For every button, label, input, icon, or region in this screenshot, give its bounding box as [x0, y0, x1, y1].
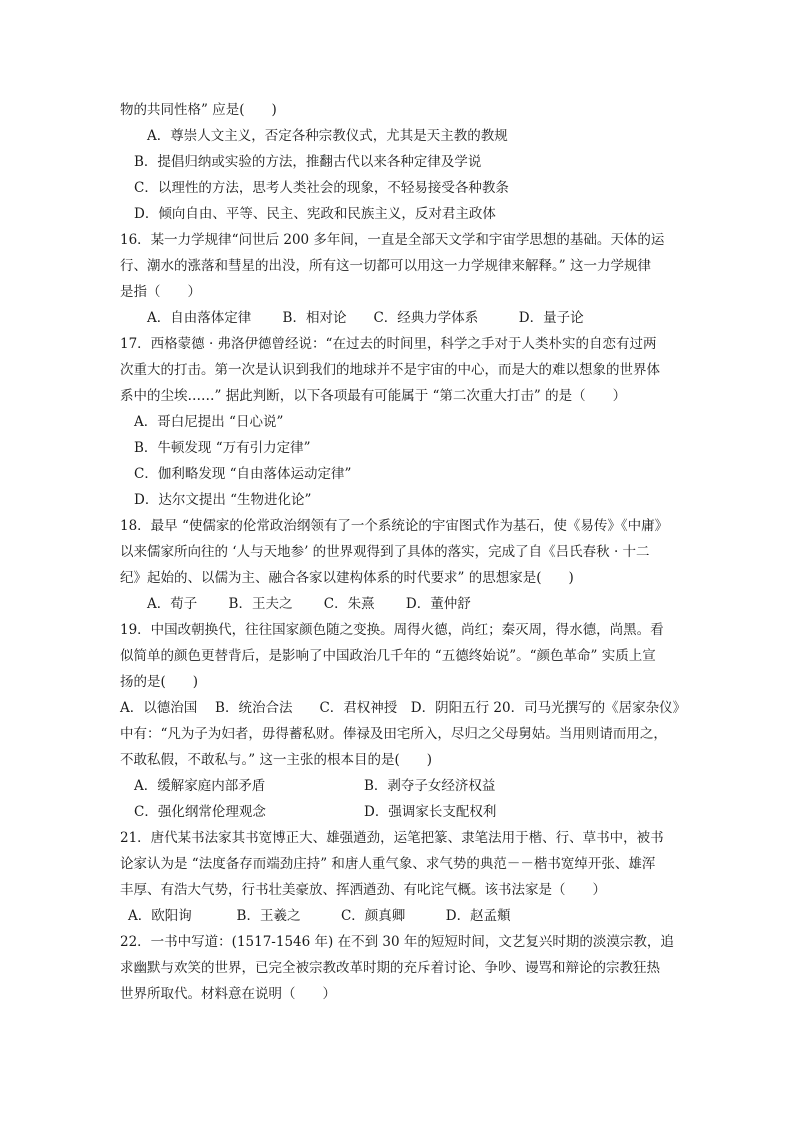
q15-option-a: A．尊崇人文主义，否定各种宗教仪式，尤其是天主教的教规 [147, 128, 508, 144]
q18-options: A．荀子 B．王夫之 C．朱熹 D．董仲舒 [147, 596, 471, 612]
q15-stem-end: 物的共同性格” 应是( ) [120, 102, 277, 118]
q16-stem-line3: 是指（ ） [120, 284, 201, 300]
q19-stem-line1: 19．中国改朝换代，往往国家颜色随之变换。周得火德，尚红；秦灭周，得水德，尚黑。看 [120, 622, 664, 638]
q15-option-c: C．以理性的方法，思考人类社会的现象，不轻易接受各种教条 [134, 180, 509, 196]
q21-stem-line3: 丰厚、有浩大气势，行书壮美豪放、挥洒遒劲、有叱诧气概。该书法家是（ ） [120, 882, 606, 898]
q20-stem-line2: 中有：“凡为子为妇者，毋得蓄私财。俸禄及田宅所入，尽归之父母舅姑。当用则请而用之， [120, 726, 667, 742]
q17-stem-line1: 17．西格蒙德 · 弗洛伊德曾经说：“在过去的时间里，科学之手对于人类朴实的自恋有过两 [120, 336, 657, 352]
q16-stem-line2: 行、潮水的涨落和彗星的出没，所有这一切都可以用这一力学规律来解释。” 这一力学规律 [120, 258, 651, 274]
q17-option-c: C．伽利略发现 “自由落体运动定律” [134, 466, 352, 482]
q21-stem-line2: 论家认为是 “法度备存而端劲庄持” 和唐人重气象、求气势的典范－－楷书宽绰开张、雄浑 [120, 856, 656, 872]
q20-stem-line3: 不敢私假，不敢私与。” 这一主张的根本目的是( ) [120, 752, 432, 768]
q22-stem-line1: 22．一书中写道：(1517-1546 年) 在不到 30 年的短短时间，文艺复兴时期的淡漠宗教，追 [120, 934, 674, 950]
q20-option-c: C．强化纲常伦理观念 [134, 804, 266, 820]
q20-option-d: D．强调家长支配权利 [364, 804, 497, 820]
q17-option-d: D．达尔文提出 “生物进化论” [134, 492, 312, 508]
q22-stem-line3: 世界所取代。材料意在说明（ ） [120, 986, 336, 1002]
q19-stem-line2: 似简单的颜色更替背后，是影响了中国政治几千年的 “五德终始说”。“颜色革命” 实质上宣 [120, 648, 656, 664]
q15-option-b: B．提倡归纳或实验的方法，推翻古代以来各种定律及学说 [134, 154, 482, 170]
q17-option-a: A．哥白尼提出 “日心说” [134, 414, 284, 430]
q20-option-b: B．剥夺子女经济权益 [364, 778, 496, 794]
q17-stem-line2: 次重大的打击。第一次是认识到我们的地球并不是宇宙的中心，而是大的难以想象的世界体 [120, 362, 660, 378]
q18-stem-line1: 18．最早 “使儒家的伦常政治纲领有了一个系统论的宇宙图式作为基石，使《易传》《中庸》 [120, 518, 669, 534]
q16-stem-line1: 16．某一力学规律“问世后 200 多年间，一直是全部天文学和宇宙学思想的基础。天体的运 [120, 232, 665, 248]
q16-options: A．自由落体定律 B．相对论 C．经典力学体系 D．量子论 [147, 310, 584, 326]
q17-option-b: B．牛顿发现 “万有引力定律” [134, 440, 311, 456]
q22-stem-line2: 求幽默与欢笑的世界，已完全被宗教改革时期的充斥着讨论、争吵、谩骂和辩论的宗教狂热 [120, 960, 660, 976]
q21-options: A．欧阳询 B．王羲之 C．颜真卿 D．赵孟頫 [128, 908, 511, 924]
q19-options-q20-start: A．以德治国 B．统治合法 C．君权神授 D．阴阳五行 20．司马光撰写的《居家杂仪》 [120, 700, 687, 716]
q18-stem-line3: 纪》起始的、以儒为主、融合各家以建构体系的时代要求” 的思想家是( ) [120, 570, 574, 586]
q19-stem-line3: 扬的是( ) [120, 674, 199, 690]
q21-stem-line1: 21．唐代某书法家其书宽博正大、雄强遒劲，运笔把篆、隶笔法用于楷、行、草书中，被书 [120, 830, 664, 846]
q15-option-d: D．倾向自由、平等、民主、宪政和民族主义，反对君主政体 [134, 206, 496, 222]
q18-stem-line2: 以来儒家所向往的 ‘人与天地参’ 的世界观得到了具体的落实，完成了自《吕氏春秋 · 十二 [120, 544, 650, 560]
q20-option-a: A．缓解家庭内部矛盾 [134, 778, 266, 794]
q17-stem-line3: 系中的尘埃……” 据此判断，以下各项最有可能属于 “第二次重大打击” 的是（ ） [120, 388, 627, 404]
